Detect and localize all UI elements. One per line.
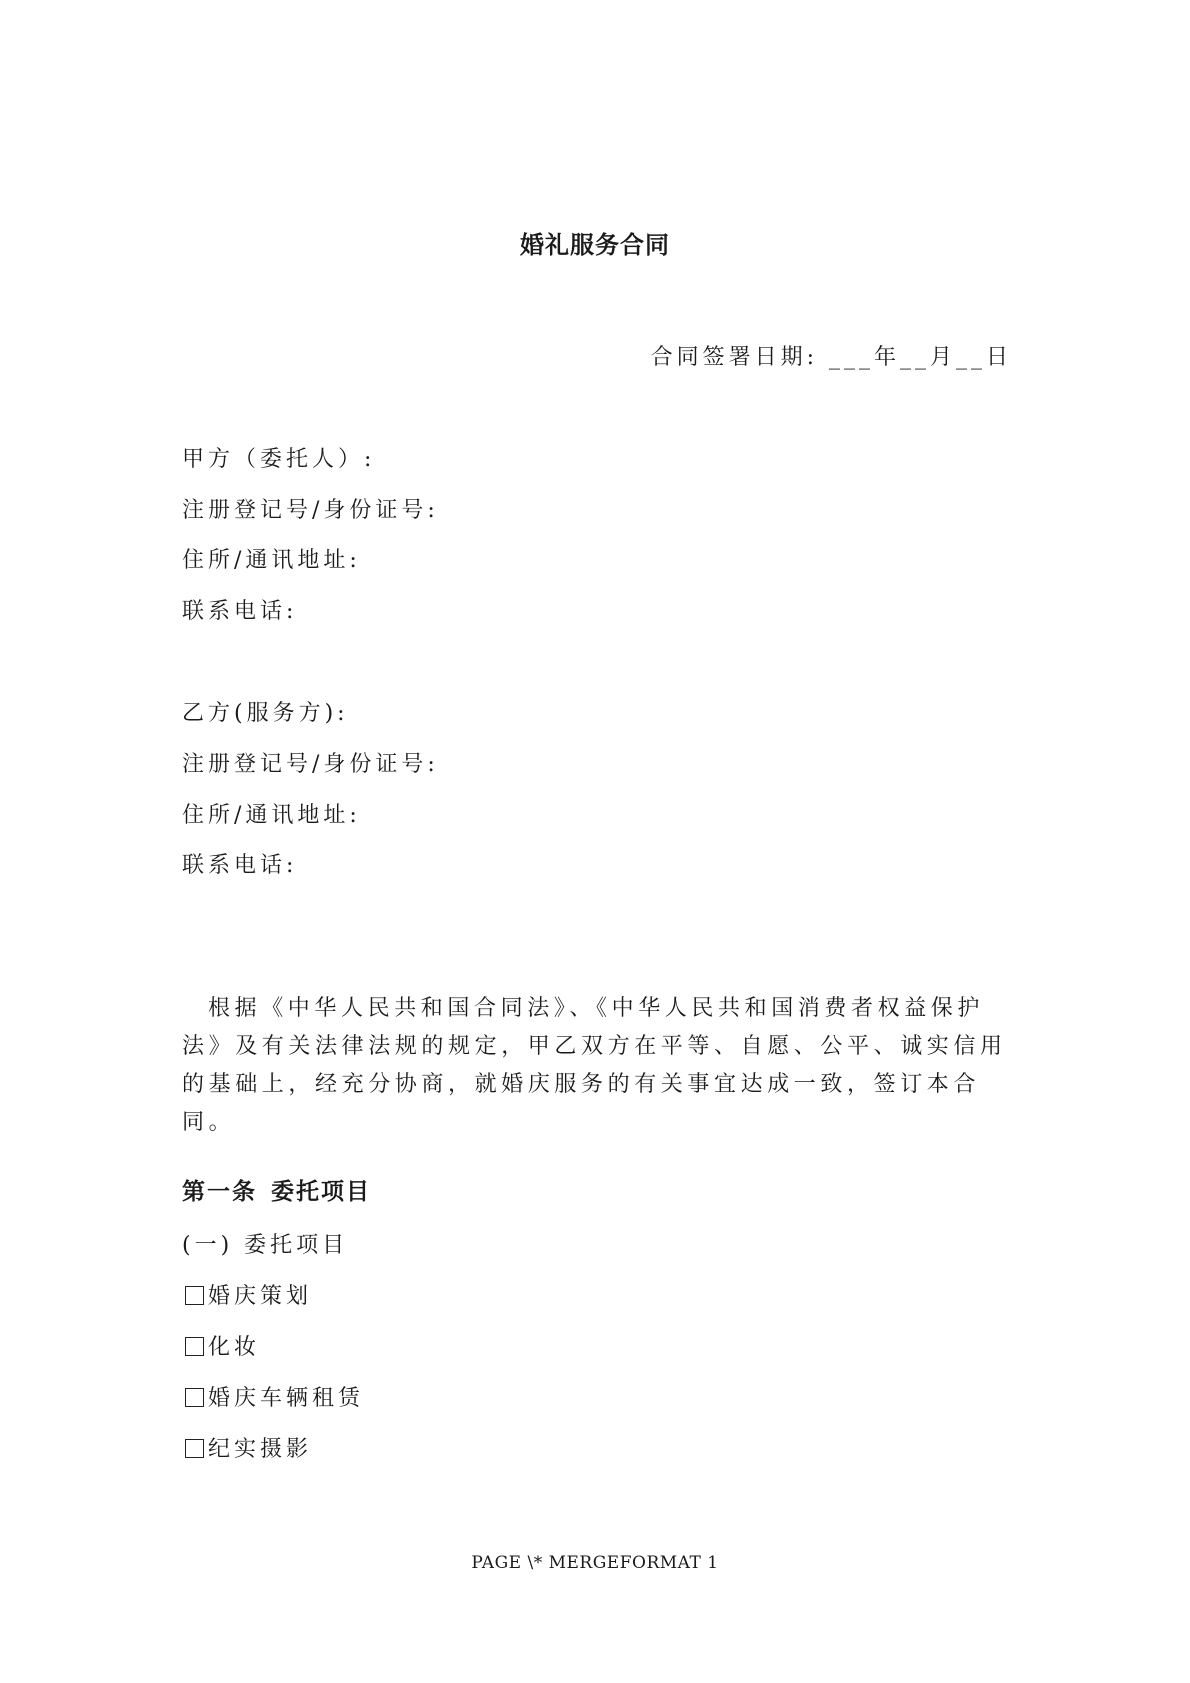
party-b-id-label: 注册登记号/身份证号: <box>182 752 439 777</box>
checkbox-icon[interactable] <box>185 1439 204 1458</box>
option-label: 化妆 <box>208 1335 261 1360</box>
checkbox-icon[interactable] <box>185 1388 204 1407</box>
option-makeup[interactable] <box>182 1330 260 1361</box>
article-1-subsection: (一) 委托项目 <box>182 1233 349 1258</box>
option-label: 纪实摄影 <box>208 1437 313 1462</box>
checkbox-icon[interactable] <box>185 1337 204 1356</box>
article-1-number: 第一条 <box>182 1178 257 1205</box>
party-a-phone-label: 联系电话: <box>182 599 298 624</box>
party-b-name-label: 乙方(服务方): <box>182 701 349 726</box>
option-label: 婚庆策划 <box>208 1284 313 1309</box>
page-footer: PAGE \* MERGEFORMAT 1 <box>471 1553 719 1573</box>
option-documentary-photography[interactable] <box>182 1432 312 1463</box>
sign-date: 合同签署日期: ___年__月__日 <box>650 345 1012 370</box>
document-title: 婚礼服务合同 <box>520 230 670 259</box>
article-1-title: 委托项目 <box>271 1178 371 1205</box>
option-label: 婚庆车辆租赁 <box>208 1386 365 1411</box>
article-1-heading <box>182 1173 371 1206</box>
party-b-phone-label: 联系电话: <box>182 853 298 878</box>
party-a-address-label: 住所/通讯地址: <box>182 548 361 573</box>
option-wedding-planning[interactable] <box>182 1279 312 1310</box>
party-a-id-label: 注册登记号/身份证号: <box>182 498 439 523</box>
preamble-paragraph: 根据《中华人民共和国合同法》、《中华人民共和国消费者权益保护法》及有关法律法规的规定，甲乙双方在平等、自愿、公平、诚实信用的基础上，经充分协商，就婚庆服务的有关事宜达成一致，签订本合同。 <box>182 996 1007 1135</box>
party-a-name-label: 甲方（委托人）: <box>182 447 376 472</box>
party-b-address-label: 住所/通讯地址: <box>182 803 361 828</box>
checkbox-icon[interactable] <box>185 1286 204 1305</box>
option-wedding-car-rental[interactable] <box>182 1381 364 1412</box>
